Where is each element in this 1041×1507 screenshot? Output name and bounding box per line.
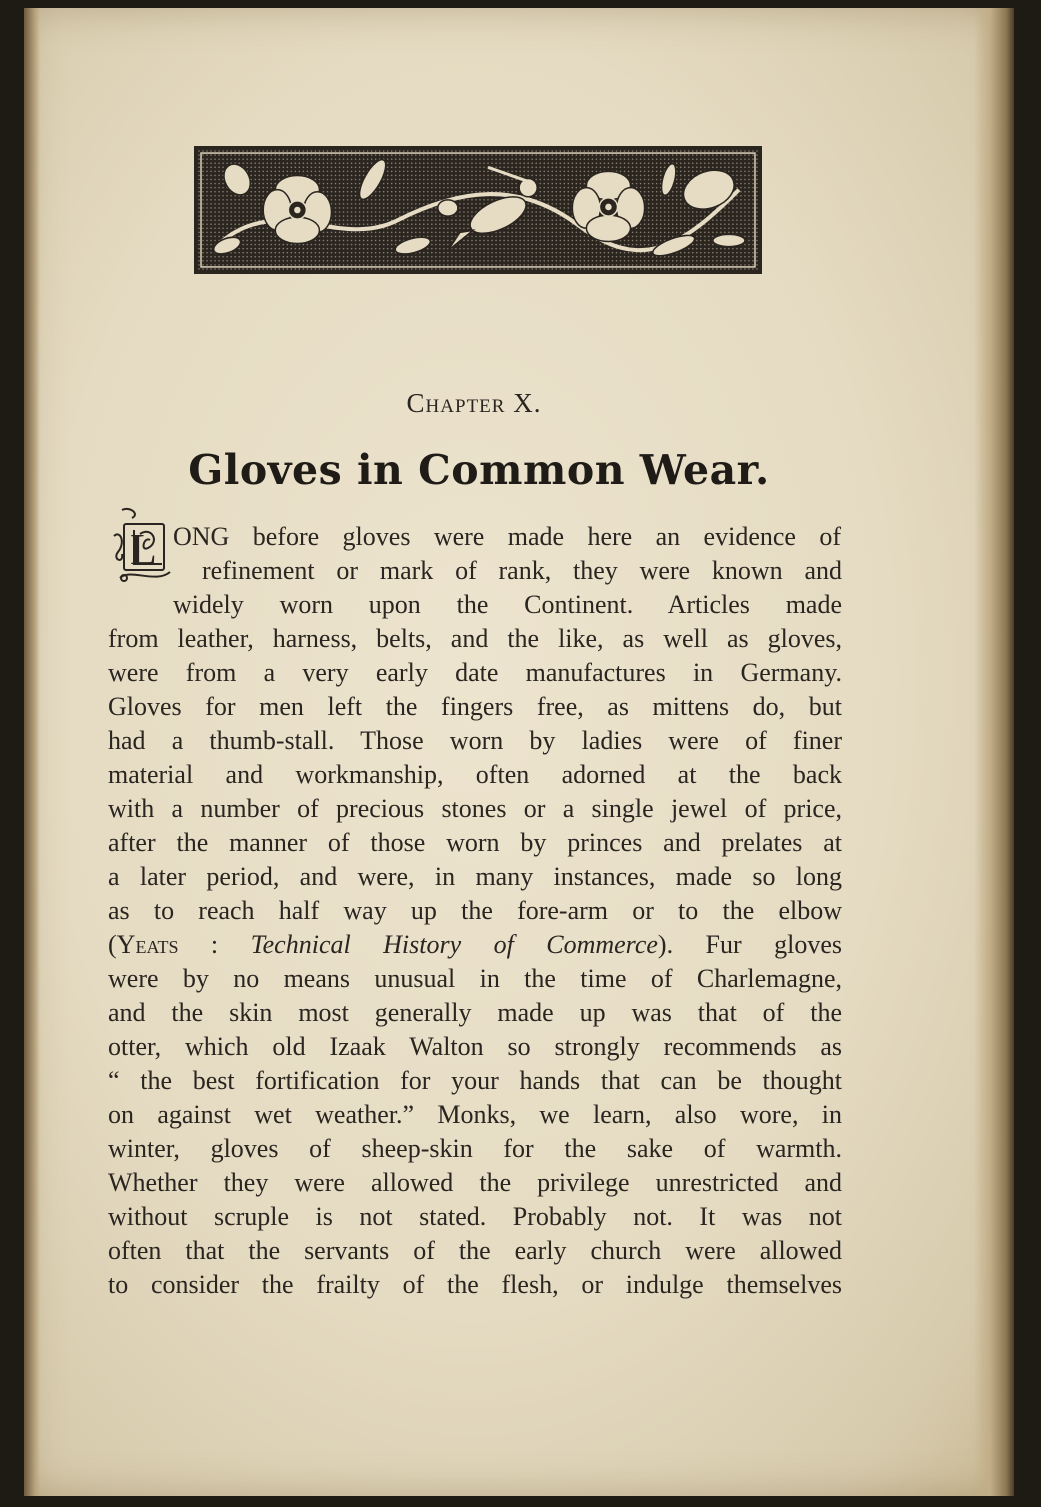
citation-line: (Yeats : Technical History of Commerce). Fur gloves bbox=[108, 930, 842, 959]
text-line: from leather, harness, belts, and the like, as well as gloves, bbox=[108, 624, 842, 653]
ornamental-drop-cap-l bbox=[110, 506, 178, 588]
text-line: after the manner of those worn by princes and prelates at bbox=[108, 828, 842, 857]
drop-cap-rest: ONG bbox=[173, 522, 230, 551]
page-edge bbox=[974, 8, 1014, 1496]
chapter-heading: Chapter X. bbox=[406, 388, 542, 418]
text-line: were from a very early date manufactures in Germany. bbox=[108, 658, 842, 687]
text-line: refinement or mark of rank, they were known and bbox=[202, 556, 842, 585]
text-line: were by no means unusual in the time of Charlemagne, bbox=[108, 964, 842, 993]
citation-work: Technical History of Commerce bbox=[250, 930, 658, 959]
text-line: on against wet weather.” Monks, we learn, also wore, in bbox=[108, 1100, 842, 1129]
text-line: often that the servants of the early church were allowed bbox=[108, 1236, 842, 1265]
text-line: Whether they were allowed the privilege unrestricted and bbox=[108, 1168, 842, 1197]
text-line: to consider the frailty of the flesh, or indulge themselves bbox=[108, 1270, 842, 1299]
text-line: without scruple is not stated. Probably not. It was not bbox=[108, 1202, 842, 1231]
text-line: material and workmanship, often adorned at the back bbox=[108, 760, 842, 789]
text-line: winter, gloves of sheep-skin for the sake of warmth. bbox=[108, 1134, 842, 1163]
floral-headpiece-ornament bbox=[194, 146, 762, 274]
text-line-1: ONG before gloves were made here an evidence of bbox=[173, 522, 841, 551]
text-line: and the skin most generally made up was that of the bbox=[108, 998, 842, 1027]
text-line: with a number of precious stones or a single jewel of price, bbox=[108, 794, 842, 823]
drop-cap-letter: L bbox=[130, 525, 157, 574]
book-page bbox=[24, 8, 1014, 1496]
text-line: widely worn upon the Continent. Articles made bbox=[173, 590, 842, 619]
text-line: otter, which old Izaak Walton so strongly recommends as bbox=[108, 1032, 842, 1061]
text-line: had a thumb-stall. Those worn by ladies were of finer bbox=[108, 726, 842, 755]
text-line: “ the best fortification for your hands that can be thought bbox=[108, 1066, 842, 1095]
text-line: a later period, and were, in many instances, made so long bbox=[108, 862, 842, 891]
text-line: Gloves for men left the fingers free, as mittens do, but bbox=[108, 692, 842, 721]
page-gutter bbox=[24, 8, 40, 1496]
chapter-title: Gloves in Common Wear. bbox=[188, 446, 770, 494]
citation-author: Yeats bbox=[116, 930, 179, 959]
text-line: as to reach half way up the fore-arm or to the elbow bbox=[108, 896, 842, 925]
